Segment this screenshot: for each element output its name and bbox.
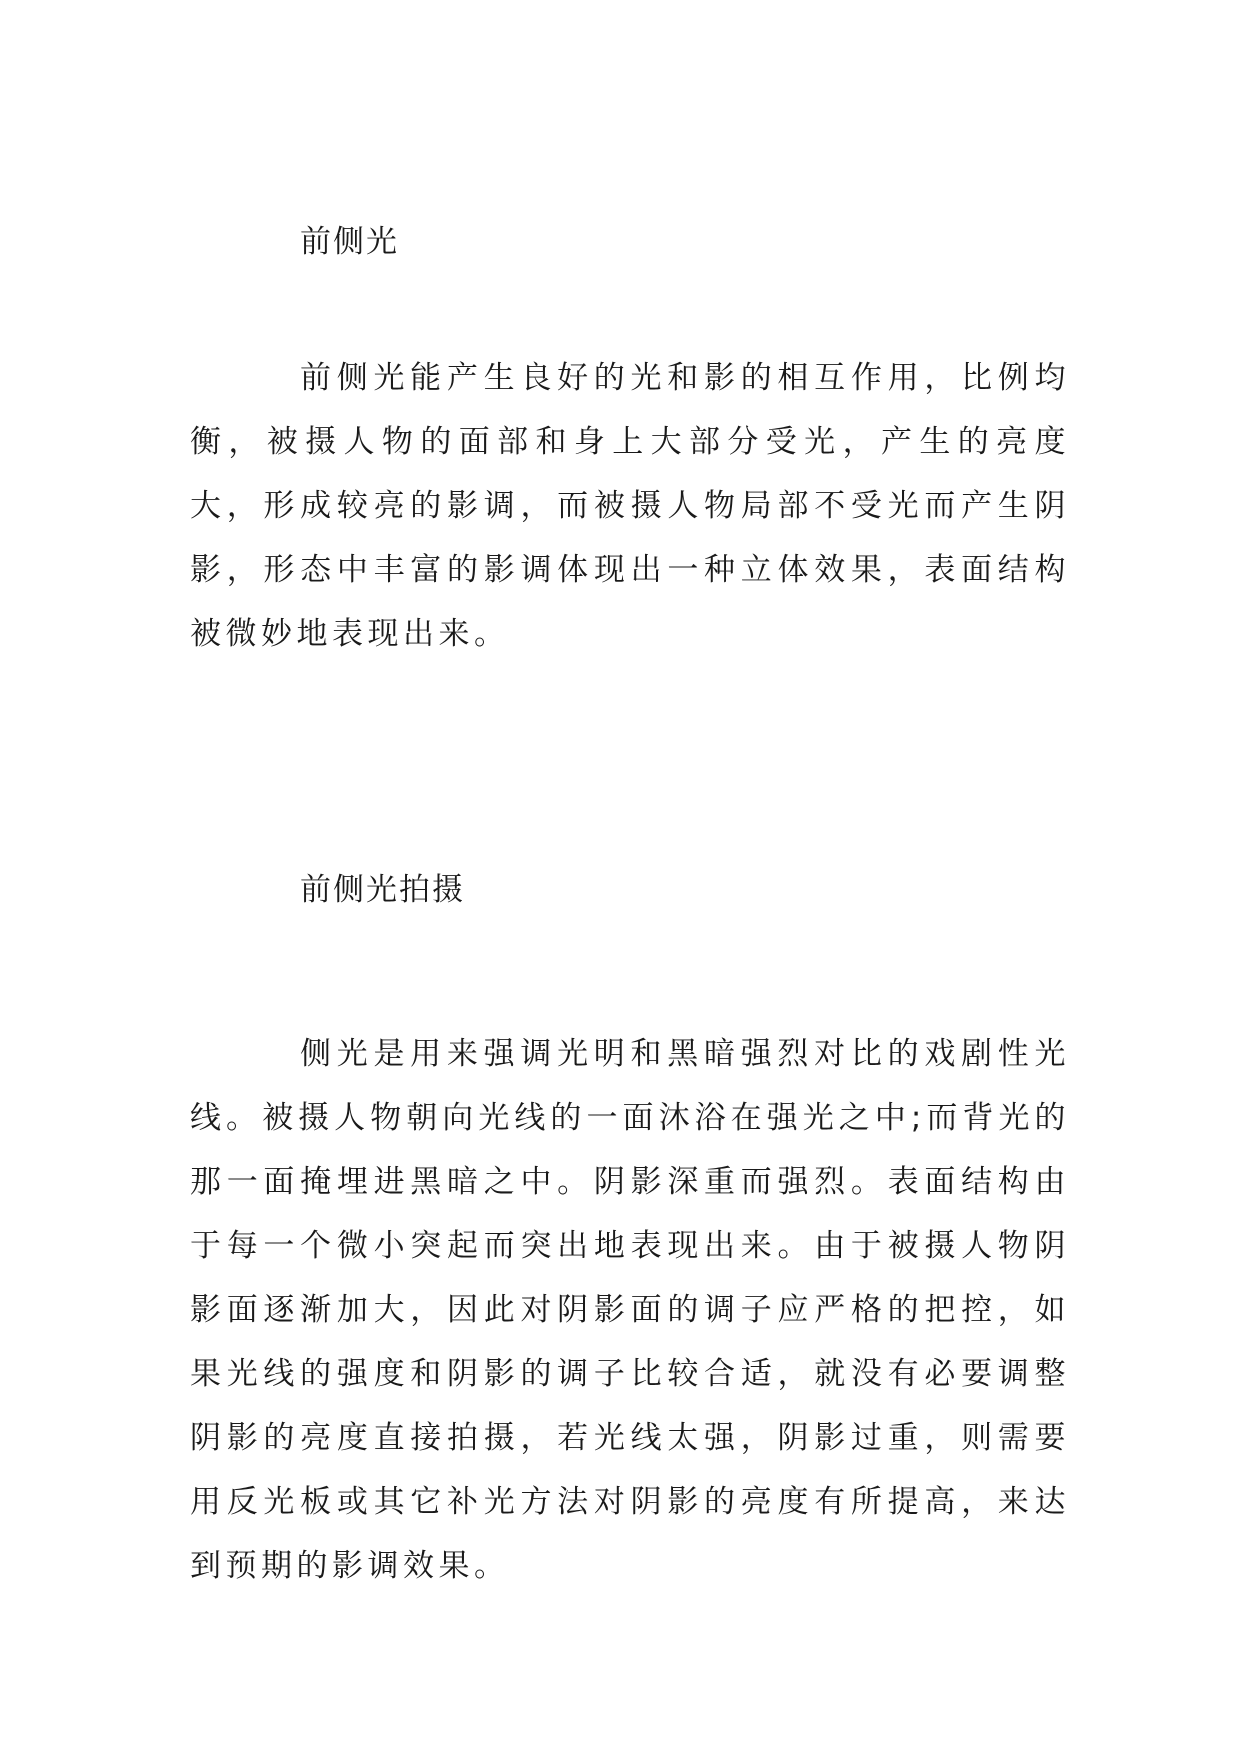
section-paragraph-front-side-light: 前侧光能产生良好的光和影的相互作用，比例均衡，被摄人物的面部和身上大部分受光，产生的亮度大，形成较亮的影调，而被摄人物局部不受光而产生阴影，形态中丰富的影调体现出一种立体效果，表面结构被微妙地表现出来。: [190, 360, 1070, 652]
section-heading-front-side-light: 前侧光: [300, 224, 399, 260]
section-paragraph-front-side-light-shooting: 侧光是用来强调光明和黑暗强烈对比的戏剧性光线。被摄人物朝向光线的一面沐浴在强光之中;而背光的那一面掩埋进黑暗之中。阴影深重而强烈。表面结构由于每一个微小突起而突出地表现出来。由于被摄人物阴影面逐渐加大，因此对阴影面的调子应严格的把控，如果光线的强度和阴影的调子比较合适，就没有必要调整阴影的亮度直接拍摄，若光线太强，阴影过重，则需要用反光板或其它补光方法对阴影的亮度有所提高，来达到预期的影调效果。: [190, 1036, 1070, 1584]
section-heading-front-side-light-shooting: 前侧光拍摄: [300, 872, 465, 908]
